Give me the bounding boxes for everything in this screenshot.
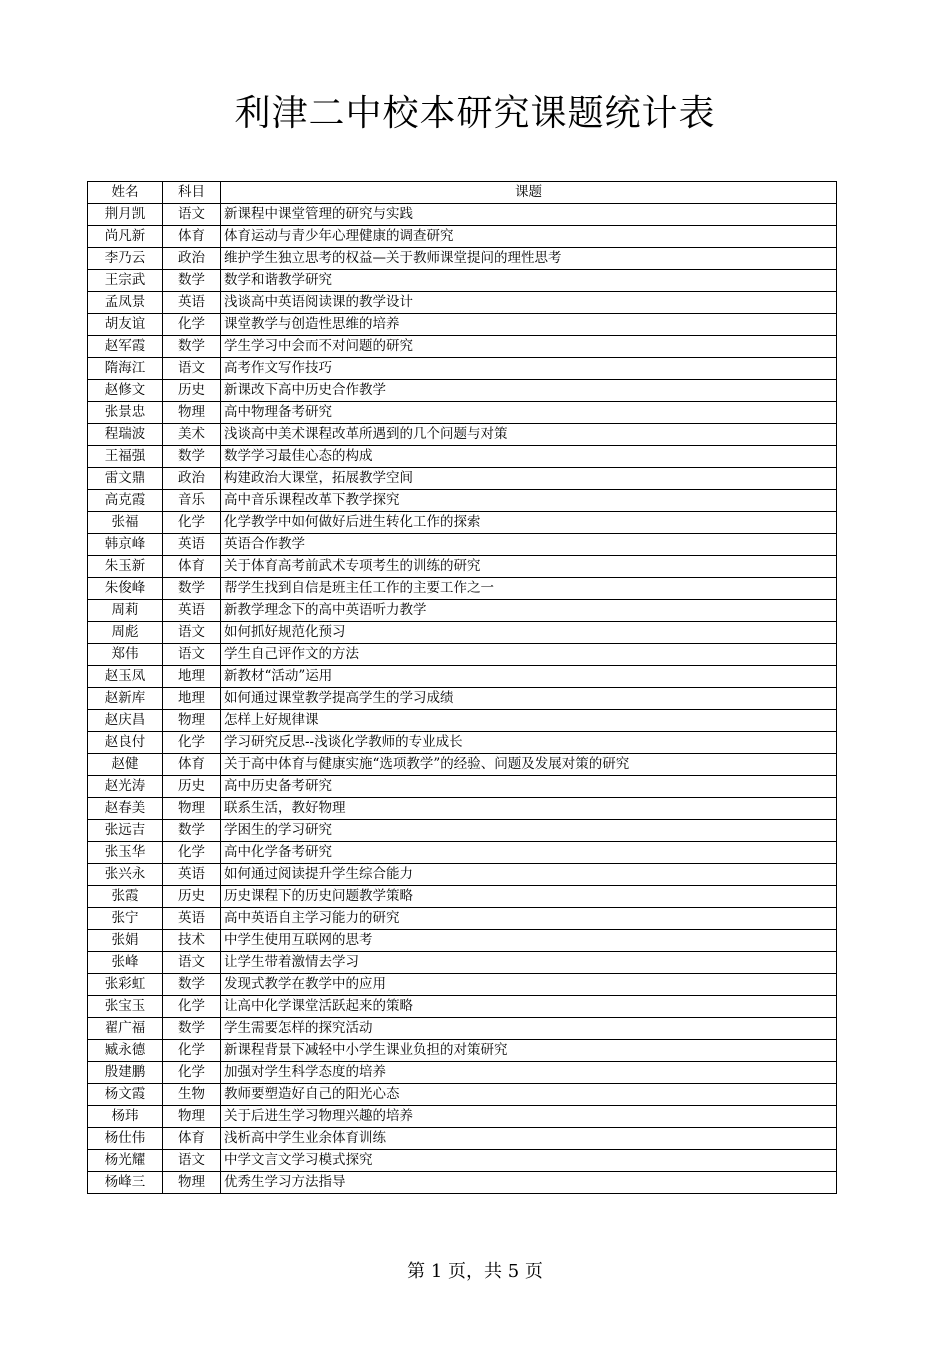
cell-subject: 语文: [163, 952, 221, 974]
table-row: [88, 622, 837, 644]
cell-name: 杨峰三: [88, 1172, 163, 1194]
table-row: [88, 1018, 837, 1040]
table-row: [88, 556, 837, 578]
header-name: 姓名: [88, 182, 163, 204]
cell-name: 孟凤景: [88, 292, 163, 314]
table-row: [88, 204, 837, 226]
table-row: [88, 996, 837, 1018]
table-row: [88, 1172, 837, 1194]
cell-topic: 新教材“活动”运用: [221, 666, 837, 688]
cell-name: 张峰: [88, 952, 163, 974]
cell-topic: 高中英语自主学习能力的研究: [221, 908, 837, 930]
cell-topic: 帮学生找到自信是班主任工作的主要工作之一: [221, 578, 837, 600]
cell-topic: 如何通过阅读提升学生综合能力: [221, 864, 837, 886]
cell-topic: 关于体育高考前武术专项考生的训练的研究: [221, 556, 837, 578]
table-row: [88, 688, 837, 710]
cell-topic: 新课改下高中历史合作教学: [221, 380, 837, 402]
cell-name: 韩京峰: [88, 534, 163, 556]
cell-topic: 让高中化学课堂活跃起来的策略: [221, 996, 837, 1018]
cell-name: 赵新库: [88, 688, 163, 710]
cell-topic: 学习研究反思--浅谈化学教师的专业成长: [221, 732, 837, 754]
cell-topic: 让学生带着激情去学习: [221, 952, 837, 974]
table-row: [88, 974, 837, 996]
table-row: [88, 886, 837, 908]
cell-name: 杨玮: [88, 1106, 163, 1128]
table-row: [88, 820, 837, 842]
cell-subject: 数学: [163, 1018, 221, 1040]
cell-name: 殷建鹏: [88, 1062, 163, 1084]
cell-subject: 英语: [163, 292, 221, 314]
cell-name: 张宝玉: [88, 996, 163, 1018]
cell-name: 赵光涛: [88, 776, 163, 798]
cell-name: 赵春美: [88, 798, 163, 820]
cell-topic: 新课程背景下减轻中小学生课业负担的对策研究: [221, 1040, 837, 1062]
cell-name: 张霞: [88, 886, 163, 908]
table-row: [88, 446, 837, 468]
cell-topic: 维护学生独立思考的权益—关于教师课堂提问的理性思考: [221, 248, 837, 270]
cell-subject: 数学: [163, 336, 221, 358]
cell-name: 张娟: [88, 930, 163, 952]
table-row: [88, 710, 837, 732]
cell-topic: 浅析高中学生业余体育训练: [221, 1128, 837, 1150]
cell-subject: 数学: [163, 446, 221, 468]
cell-topic: 学生需要怎样的探究活动: [221, 1018, 837, 1040]
cell-name: 周莉: [88, 600, 163, 622]
cell-topic: 历史课程下的历史问题教学策略: [221, 886, 837, 908]
cell-topic: 浅谈高中美术课程改革所遇到的几个问题与对策: [221, 424, 837, 446]
table-row: [88, 534, 837, 556]
cell-name: 高克霞: [88, 490, 163, 512]
cell-subject: 物理: [163, 1106, 221, 1128]
table-row: [88, 292, 837, 314]
cell-subject: 语文: [163, 644, 221, 666]
cell-subject: 化学: [163, 732, 221, 754]
cell-subject: 历史: [163, 380, 221, 402]
cell-topic: 化学教学中如何做好后进生转化工作的探索: [221, 512, 837, 534]
cell-name: 赵军霞: [88, 336, 163, 358]
cell-subject: 化学: [163, 1062, 221, 1084]
cell-name: 张兴永: [88, 864, 163, 886]
cell-subject: 英语: [163, 534, 221, 556]
cell-topic: 发现式教学在教学中的应用: [221, 974, 837, 996]
cell-subject: 体育: [163, 226, 221, 248]
cell-subject: 化学: [163, 314, 221, 336]
table-row: [88, 336, 837, 358]
cell-subject: 历史: [163, 776, 221, 798]
cell-subject: 语文: [163, 358, 221, 380]
cell-name: 雷文鼎: [88, 468, 163, 490]
cell-topic: 如何通过课堂教学提高学生的学习成绩: [221, 688, 837, 710]
cell-topic: 高中物理备考研究: [221, 402, 837, 424]
table-row: [88, 1062, 837, 1084]
page-footer: 第 1 页，共 5 页: [407, 1261, 543, 1282]
table-row: [88, 776, 837, 798]
cell-name: 朱玉新: [88, 556, 163, 578]
cell-name: 赵良付: [88, 732, 163, 754]
cell-subject: 数学: [163, 974, 221, 996]
cell-subject: 英语: [163, 600, 221, 622]
table-row: [88, 248, 837, 270]
cell-topic: 中学文言文学习模式探究: [221, 1150, 837, 1172]
cell-subject: 物理: [163, 710, 221, 732]
cell-name: 杨仕伟: [88, 1128, 163, 1150]
cell-name: 张宁: [88, 908, 163, 930]
cell-topic: 如何抓好规范化预习: [221, 622, 837, 644]
cell-name: 尚凡新: [88, 226, 163, 248]
table-row: [88, 1040, 837, 1062]
cell-name: 赵健: [88, 754, 163, 776]
cell-subject: 地理: [163, 666, 221, 688]
cell-subject: 美术: [163, 424, 221, 446]
table-row: [88, 270, 837, 292]
table-row: [88, 402, 837, 424]
table-row: [88, 644, 837, 666]
cell-topic: 加强对学生科学态度的培养: [221, 1062, 837, 1084]
cell-name: 李乃云: [88, 248, 163, 270]
cell-topic: 数学学习最佳心态的构成: [221, 446, 837, 468]
cell-topic: 新教学理念下的高中英语听力教学: [221, 600, 837, 622]
table-row: [88, 600, 837, 622]
cell-subject: 政治: [163, 248, 221, 270]
table-row: [88, 578, 837, 600]
cell-subject: 化学: [163, 996, 221, 1018]
table-row: [88, 512, 837, 534]
cell-name: 王宗武: [88, 270, 163, 292]
cell-topic: 优秀生学习方法指导: [221, 1172, 837, 1194]
cell-topic: 学生学习中会而不对问题的研究: [221, 336, 837, 358]
cell-name: 王福强: [88, 446, 163, 468]
cell-topic: 浅谈高中英语阅读课的教学设计: [221, 292, 837, 314]
cell-name: 张远吉: [88, 820, 163, 842]
cell-topic: 中学生使用互联网的思考: [221, 930, 837, 952]
cell-subject: 体育: [163, 754, 221, 776]
cell-topic: 新课程中课堂管理的研究与实践: [221, 204, 837, 226]
cell-subject: 体育: [163, 1128, 221, 1150]
cell-subject: 物理: [163, 402, 221, 424]
header-subject: 科目: [163, 182, 221, 204]
cell-topic: 高中音乐课程改革下教学探究: [221, 490, 837, 512]
table-row: [88, 314, 837, 336]
cell-subject: 数学: [163, 578, 221, 600]
table-row: [88, 930, 837, 952]
cell-subject: 体育: [163, 556, 221, 578]
cell-name: 周彪: [88, 622, 163, 644]
cell-subject: 音乐: [163, 490, 221, 512]
cell-name: 朱俊峰: [88, 578, 163, 600]
cell-topic: 关于高中体育与健康实施“选项教学”的经验、问题及发展对策的研究: [221, 754, 837, 776]
cell-topic: 课堂教学与创造性思维的培养: [221, 314, 837, 336]
cell-topic: 教师要塑造好自己的阳光心态: [221, 1084, 837, 1106]
table-body: [88, 182, 837, 1194]
cell-name: 翟广福: [88, 1018, 163, 1040]
header-topic: 课题: [221, 182, 837, 204]
cell-subject: 语文: [163, 1150, 221, 1172]
header-row: [88, 182, 837, 204]
cell-subject: 英语: [163, 908, 221, 930]
cell-topic: 体育运动与青少年心理健康的调查研究: [221, 226, 837, 248]
table-row: [88, 732, 837, 754]
table-row: [88, 1084, 837, 1106]
cell-subject: 语文: [163, 622, 221, 644]
cell-topic: 数学和谐教学研究: [221, 270, 837, 292]
cell-subject: 物理: [163, 798, 221, 820]
cell-topic: 构建政治大课堂，拓展教学空间: [221, 468, 837, 490]
cell-name: 郑伟: [88, 644, 163, 666]
cell-name: 杨光耀: [88, 1150, 163, 1172]
cell-name: 赵庆昌: [88, 710, 163, 732]
table-row: [88, 424, 837, 446]
cell-topic: 高考作文写作技巧: [221, 358, 837, 380]
cell-name: 杨文霞: [88, 1084, 163, 1106]
cell-topic: 学生自己评作文的方法: [221, 644, 837, 666]
cell-topic: 怎样上好规律课: [221, 710, 837, 732]
cell-subject: 化学: [163, 842, 221, 864]
table-row: [88, 798, 837, 820]
cell-name: 隋海江: [88, 358, 163, 380]
cell-subject: 化学: [163, 512, 221, 534]
cell-subject: 生物: [163, 1084, 221, 1106]
cell-topic: 英语合作教学: [221, 534, 837, 556]
table-row: [88, 1150, 837, 1172]
table-row: [88, 380, 837, 402]
cell-name: 张玉华: [88, 842, 163, 864]
cell-name: 荆月凯: [88, 204, 163, 226]
cell-subject: 化学: [163, 1040, 221, 1062]
cell-subject: 历史: [163, 886, 221, 908]
table-row: [88, 226, 837, 248]
cell-name: 臧永德: [88, 1040, 163, 1062]
cell-topic: 高中化学备考研究: [221, 842, 837, 864]
table-row: [88, 468, 837, 490]
table-row: [88, 952, 837, 974]
cell-topic: 学困生的学习研究: [221, 820, 837, 842]
table-row: [88, 754, 837, 776]
table-row: [88, 842, 837, 864]
cell-subject: 技术: [163, 930, 221, 952]
cell-name: 张景忠: [88, 402, 163, 424]
cell-name: 赵玉凤: [88, 666, 163, 688]
cell-name: 胡友谊: [88, 314, 163, 336]
table-row: [88, 358, 837, 380]
cell-subject: 物理: [163, 1172, 221, 1194]
table-row: [88, 1128, 837, 1150]
cell-topic: 关于后进生学习物理兴趣的培养: [221, 1106, 837, 1128]
table-row: [88, 666, 837, 688]
cell-subject: 数学: [163, 820, 221, 842]
cell-subject: 英语: [163, 864, 221, 886]
cell-subject: 政治: [163, 468, 221, 490]
document-title: 利津二中校本研究课题统计表: [234, 93, 716, 134]
cell-name: 张福: [88, 512, 163, 534]
cell-subject: 地理: [163, 688, 221, 710]
cell-name: 张彩虹: [88, 974, 163, 996]
cell-topic: 联系生活，教好物理: [221, 798, 837, 820]
topics-table: [87, 181, 837, 1194]
table-row: [88, 490, 837, 512]
cell-topic: 高中历史备考研究: [221, 776, 837, 798]
table-row: [88, 864, 837, 886]
table-row: [88, 908, 837, 930]
table-row: [88, 1106, 837, 1128]
cell-name: 赵修文: [88, 380, 163, 402]
cell-subject: 语文: [163, 204, 221, 226]
cell-subject: 数学: [163, 270, 221, 292]
cell-name: 程瑞波: [88, 424, 163, 446]
